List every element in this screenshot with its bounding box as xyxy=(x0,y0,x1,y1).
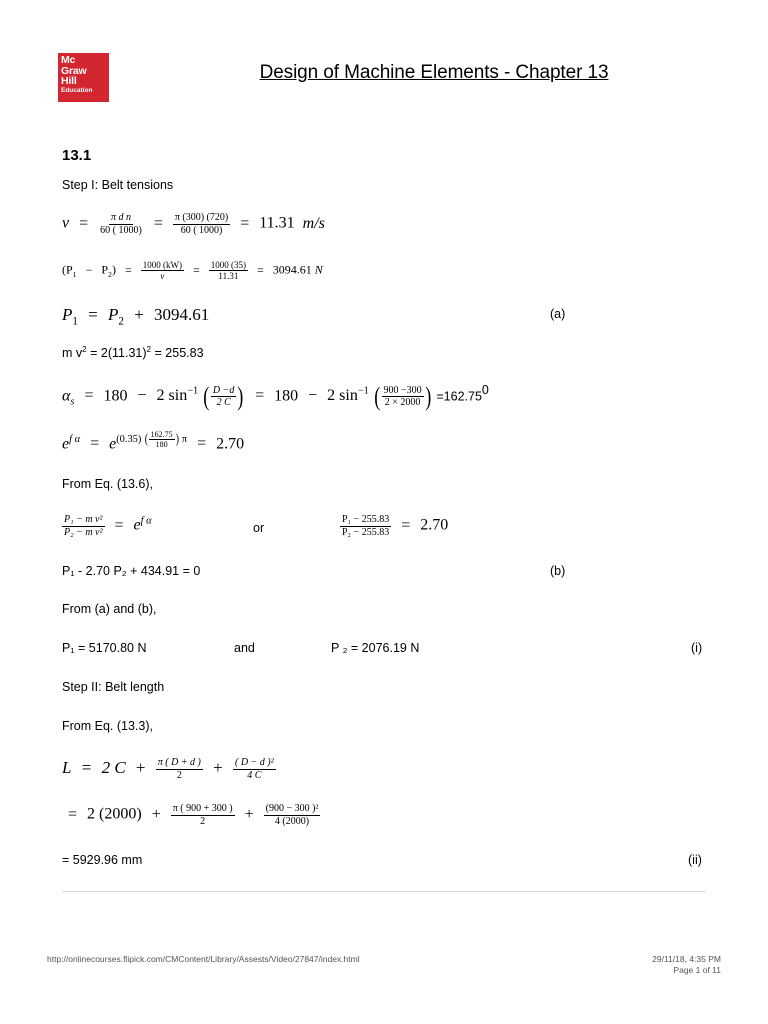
from-eq-13-3: From Eq. (13.3), xyxy=(62,719,153,733)
p1-result: P₁ = 5170.80 N xyxy=(62,641,147,655)
tension-ratio-numeric: $\frac{\text{P₁ − 255.83}}{\text{P₂ − 255.83}}$ = 2.70 xyxy=(342,514,449,538)
label-b: (b) xyxy=(550,564,566,578)
efalpha-equation: $e^{f \alpha} = e^{(0.35) ( \frac{162.75}{180} ) \pi} = 2.70$ xyxy=(62,430,245,453)
velocity-equation: v = $\frac{\text{π d n}}{60 ( 1000)}$ = $\frac{\pi (300) (720)}{60 ( 1000)}$ = 11.31 m/s xyxy=(62,212,325,236)
or-text: or xyxy=(253,521,265,535)
label-i: (i) xyxy=(691,641,703,655)
belt-length-formula: L = 2 C + $\frac{\pi ( D + d )}{2}$ + $\frac{\text{( D − d )²}}{4 C}$ xyxy=(62,757,274,781)
equation-b: P₁ - 2.70 P₂ + 434.91 = 0 xyxy=(62,564,201,578)
footer-url[interactable]: http://onlinecourses.flipick.com/CMContent/Library/Assests/Video/27847/index.html xyxy=(47,954,360,964)
problem-number: 13.1 xyxy=(62,147,92,164)
mv2-line: m $v^2 = 2(11.31)^2 = 255.83$ xyxy=(62,345,204,361)
page-title: Design of Machine Elements - Chapter 13 xyxy=(259,62,609,83)
p2-result: P ₂ = 2076.19 N xyxy=(331,641,420,655)
divider xyxy=(62,891,706,892)
step2-heading: Step II: Belt length xyxy=(62,680,165,694)
wrap-angle-equation: $\alpha_s = 180 - 2$ $\sin^{-1}$ ( $\frac{D -d}{2 C}$ ) = 180 − 2 $\sin^{-1}$ ( $\frac{900 -300}{2 \times 2000}$ ) $=162.75^0$ xyxy=(62,381,489,411)
belt-length-result: = 5929.96 mm xyxy=(62,853,143,867)
publisher-logo: Mc Graw Hill Education xyxy=(58,53,109,102)
step1-heading: Step I: Belt tensions xyxy=(62,178,174,192)
tension-difference-equation: $(P_1 - P_2)$ = $\frac{1000 (kW)}{v}$ = $\frac{1000 (35)}{11.31}$ = 3094.61 N xyxy=(62,260,323,282)
belt-length-numeric: = 2 (2000) + $\frac{\pi ( 900 + 300 )}{2}$ + $\frac{\text{(900 − 300 )²}}{4 (2000)}$ xyxy=(68,803,319,827)
tension-ratio-equation: $\frac{\text{P₁ − m v²}}{\text{P₂ − m v²}}$ = $e^{f \alpha}$ xyxy=(64,514,152,538)
footer-datetime: 29/11/18, 4:35 PM xyxy=(652,954,721,964)
from-a-and-b: From (a) and (b), xyxy=(62,602,157,616)
and-text: and xyxy=(234,641,255,655)
equation-a: $P_1 = P_2 + 3094.61$ xyxy=(62,305,210,328)
from-eq-13-6: From Eq. (13.6), xyxy=(62,477,153,491)
label-ii: (ii) xyxy=(688,853,702,867)
label-a: (a) xyxy=(550,307,566,321)
footer-page-number: Page 1 of 11 xyxy=(673,965,721,975)
